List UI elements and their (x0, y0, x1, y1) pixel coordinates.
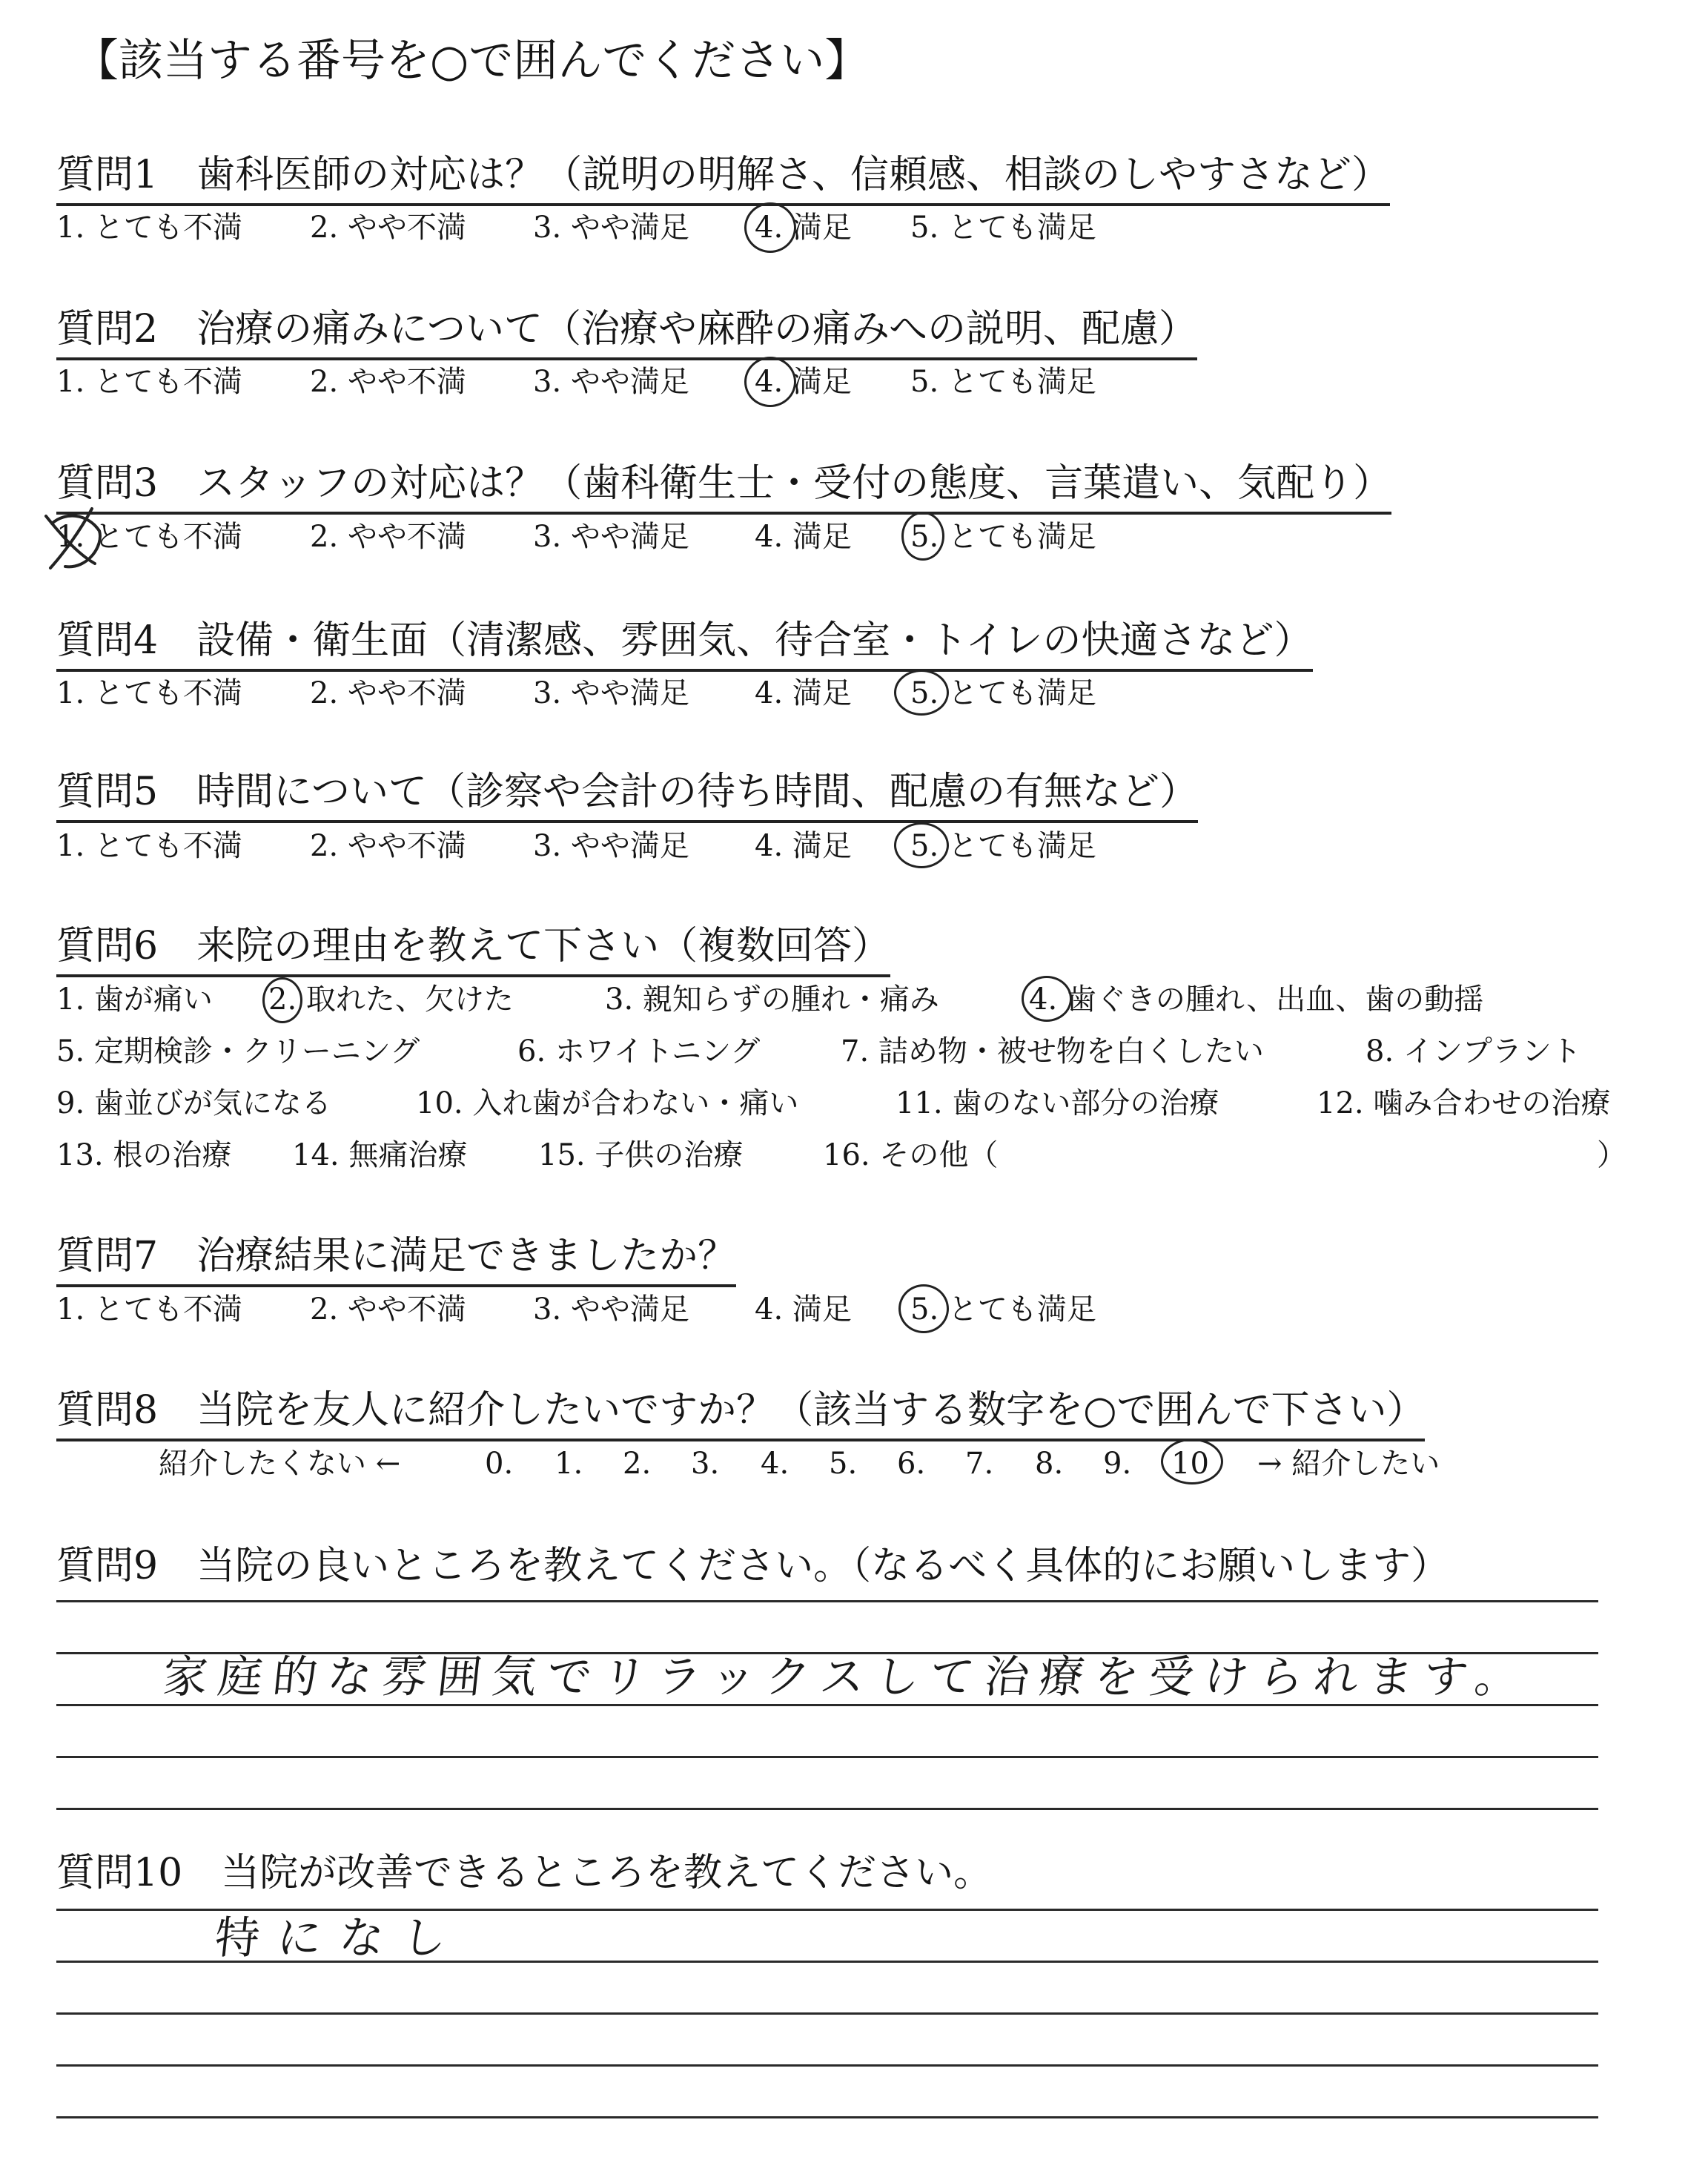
q3-option-1[interactable]: 1. とても不満 (56, 520, 242, 554)
q6-option-3[interactable]: 3. 親知らずの腫れ・痛み (605, 982, 939, 1017)
q7-option-2[interactable]: 2. やや不満 (310, 1292, 466, 1327)
q5-option-1[interactable]: 1. とても不満 (56, 829, 242, 863)
q10-answer-line-1 (56, 1909, 1598, 1911)
q8-scale-8[interactable]: 8. (1035, 1447, 1064, 1481)
q8-scale-4[interactable]: 4. (761, 1447, 790, 1481)
q3-option-4[interactable]: 4. 満足 (755, 520, 852, 554)
q4-option-4[interactable]: 4. 満足 (755, 676, 852, 710)
q6-option-15[interactable]: 15. 子供の治療 (538, 1138, 744, 1172)
q7-option-5[interactable]: 5. とても満足 (910, 1292, 1096, 1327)
q10-answer-line-3 (56, 2012, 1598, 2015)
form-header: 【該当する番号を○で囲んでください】 (74, 35, 870, 87)
q1-title: 質問1 歯科医師の対応は？（説明の明解さ、信頼感、相談のしやすさなど） (56, 156, 1390, 206)
q6-option-9[interactable]: 9. 歯並びが気になる (56, 1086, 331, 1120)
q8-scale-3[interactable]: 3. (691, 1447, 720, 1481)
q8-scale-9[interactable]: 9. (1103, 1447, 1132, 1481)
q6-other-close-paren: ） (1597, 1138, 1626, 1172)
q10-answer-line-5 (56, 2116, 1598, 2118)
q8-scale-6[interactable]: 6. (897, 1447, 926, 1481)
q8-title: 質問8 当院を友人に紹介したいですか？（該当する数字を○で囲んで下さい） (56, 1391, 1425, 1441)
q9-answer-line-1 (56, 1600, 1598, 1602)
q1-option-1[interactable]: 1. とても不満 (56, 211, 242, 245)
q5-option-4[interactable]: 4. 満足 (755, 829, 852, 863)
q8-selection-circle (1161, 1439, 1223, 1484)
q4-title: 質問4 設備・衛生面（清潔感、雰囲気、待合室・トイレの快適さなど） (56, 621, 1313, 672)
q1-selection-circle (744, 202, 796, 253)
q2-title: 質問2 治療の痛みについて（治療や麻酔の痛みへの説明、配慮） (56, 310, 1197, 360)
q4-option-2[interactable]: 2. やや不満 (310, 676, 466, 710)
q8-scale-10[interactable]: 10 (1171, 1447, 1209, 1481)
q6-title: 質問6 来院の理由を教えて下さい（複数回答） (56, 927, 890, 977)
q4-selection-circle (894, 670, 949, 716)
q3-option-5[interactable]: 5. とても満足 (910, 520, 1096, 554)
q6-option-11[interactable]: 11. 歯のない部分の治療 (896, 1086, 1219, 1120)
q6-option-14[interactable]: 14. 無痛治療 (292, 1138, 468, 1172)
q6-option-1[interactable]: 1. 歯が痛い (56, 982, 213, 1017)
q6-option-16[interactable]: 16. その他（ (823, 1138, 999, 1172)
q2-option-4[interactable]: 4. 満足 (755, 365, 852, 399)
q9-handwritten-answer: 家庭的な雰囲気でリラックスして治療を受けられます。 (160, 1651, 1533, 1703)
q6-option-10[interactable]: 10. 入れ歯が合わない・痛い (416, 1086, 799, 1120)
q6-selection-circle-4 (1022, 976, 1072, 1022)
q8-left-label: 紹介したくない ← (159, 1447, 401, 1481)
q3-selection-circle (901, 512, 944, 561)
q6-option-8[interactable]: 8. インプラント (1366, 1034, 1581, 1069)
q1-option-5[interactable]: 5. とても満足 (910, 211, 1096, 245)
q1-option-3[interactable]: 3. やや満足 (533, 211, 689, 245)
q6-option-4[interactable]: 4. 歯ぐきの腫れ、出血、歯の動揺 (1029, 982, 1484, 1017)
q6-option-5[interactable]: 5. 定期検診・クリーニング (56, 1034, 420, 1069)
q10-answer-line-4 (56, 2064, 1598, 2067)
q1-option-4[interactable]: 4. 満足 (755, 211, 852, 245)
q5-title: 質問5 時間について（診察や会計の待ち時間、配慮の有無など） (56, 773, 1198, 823)
q8-scale-0[interactable]: 0. (485, 1447, 514, 1481)
q7-option-4[interactable]: 4. 満足 (755, 1292, 852, 1327)
q9-answer-line-3 (56, 1704, 1598, 1706)
q6-option-13[interactable]: 13. 根の治療 (56, 1138, 232, 1172)
q6-option-12[interactable]: 12. 噛み合わせの治療 (1317, 1086, 1611, 1120)
q8-scale-7[interactable]: 7. (965, 1447, 994, 1481)
q6-selection-circle-2 (262, 977, 302, 1023)
q5-option-5[interactable]: 5. とても満足 (910, 829, 1096, 863)
q8-right-label: → 紹介したい (1257, 1447, 1440, 1481)
q8-scale-5[interactable]: 5. (829, 1447, 858, 1481)
q9-title: 質問9 当院の良いところを教えてください。（なるべく具体的にお願いします） (56, 1544, 1450, 1588)
q5-selection-circle (894, 822, 949, 868)
q10-title: 質問10 当院が改善できるところを教えてください。 (56, 1851, 993, 1895)
q4-option-5[interactable]: 5. とても満足 (910, 676, 1096, 710)
q6-option-2[interactable]: 2. 取れた、欠けた (268, 982, 514, 1017)
q2-option-1[interactable]: 1. とても不満 (56, 365, 242, 399)
q5-option-3[interactable]: 3. やや満足 (533, 829, 689, 863)
q6-option-7[interactable]: 7. 詰め物・被せ物を白くしたい (841, 1034, 1264, 1069)
q3-title: 質問3 スタッフの対応は？（歯科衛生士・受付の態度、言葉遣い、気配り） (56, 464, 1391, 515)
q2-option-5[interactable]: 5. とても満足 (910, 365, 1096, 399)
q9-answer-line-4 (56, 1756, 1598, 1758)
q10-handwritten-answer: 特になし (212, 1912, 467, 1964)
q4-option-3[interactable]: 3. やや満足 (533, 676, 689, 710)
q8-scale-1[interactable]: 1. (555, 1447, 583, 1481)
q2-option-3[interactable]: 3. やや満足 (533, 365, 689, 399)
q9-answer-line-5 (56, 1808, 1598, 1810)
q1-option-2[interactable]: 2. やや不満 (310, 211, 466, 245)
q8-scale-2[interactable]: 2. (623, 1447, 652, 1481)
q7-selection-circle (898, 1284, 949, 1333)
q6-option-6[interactable]: 6. ホワイトニング (517, 1034, 761, 1069)
q3-option-3[interactable]: 3. やや満足 (533, 520, 689, 554)
q3-option-2[interactable]: 2. やや不満 (310, 520, 466, 554)
q7-option-3[interactable]: 3. やや満足 (533, 1292, 689, 1327)
q3-scribble-mark (36, 501, 110, 575)
q2-selection-circle (744, 357, 796, 407)
q7-option-1[interactable]: 1. とても不満 (56, 1292, 242, 1327)
q5-option-2[interactable]: 2. やや不満 (310, 829, 466, 863)
q2-option-2[interactable]: 2. やや不満 (310, 365, 466, 399)
q7-title: 質問7 治療結果に満足できましたか？ (56, 1237, 736, 1287)
q4-option-1[interactable]: 1. とても不満 (56, 676, 242, 710)
